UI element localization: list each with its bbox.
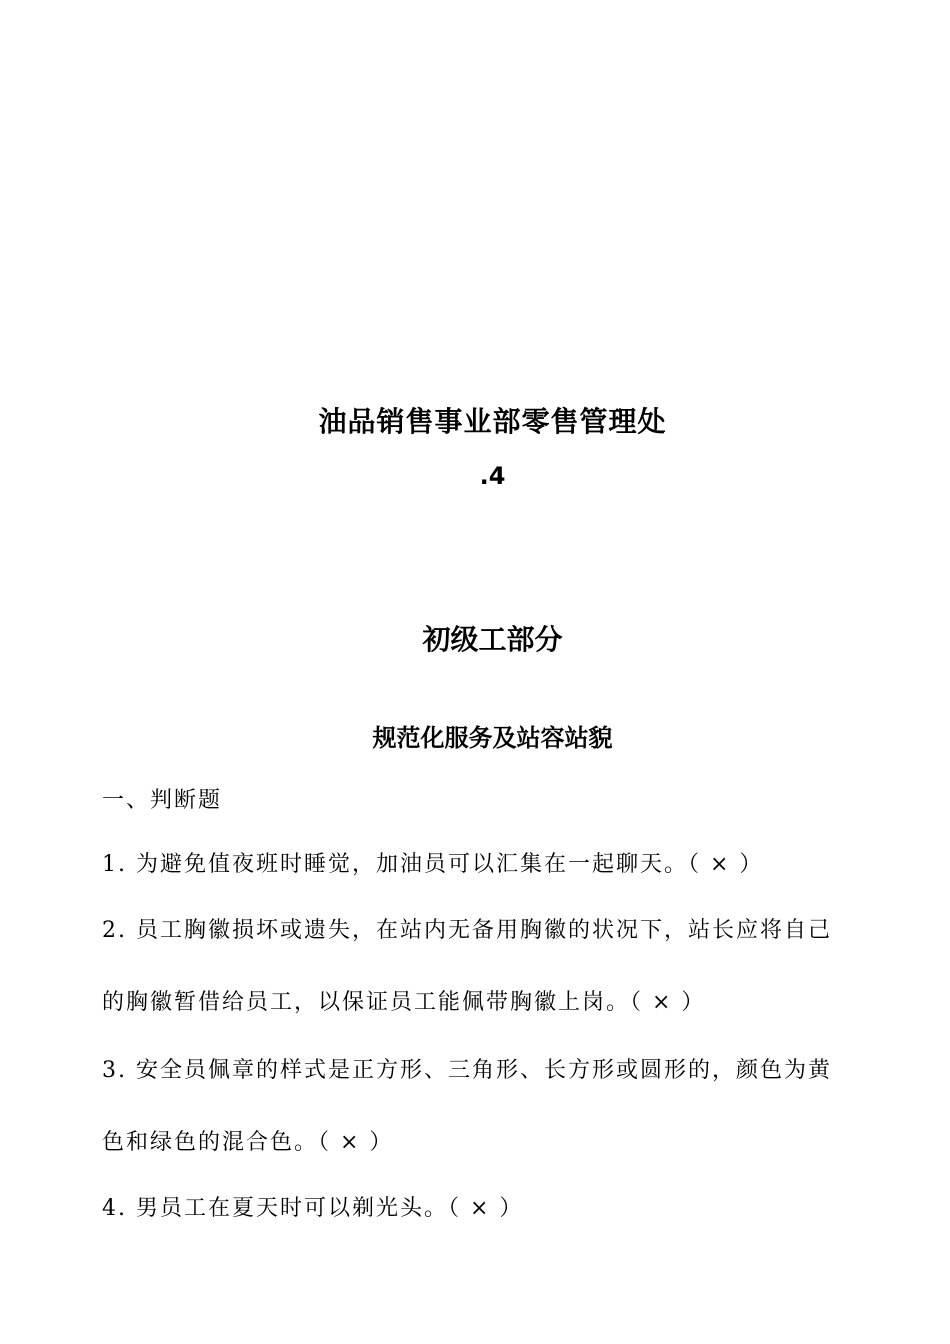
question-3-line-2: 色和绿色的混合色。（ × ） [102, 1130, 394, 1155]
question-1: 1. 为避免值夜班时睡觉，加油员可以汇集在一起聊天。（ × ） [102, 852, 764, 877]
question-2-line-2: 的胸徽暂借给员工，以保证员工能佩带胸徽上岗。（ × ） [102, 990, 706, 1015]
organization-title: 油品销售事业部零售管理处 [318, 405, 667, 438]
question-4: 4. 男员工在夏天时可以剃光头。（ × ） [102, 1196, 524, 1221]
section-subtitle: 规范化服务及站容站貌 [372, 723, 613, 752]
question-2-line-1: 2. 员工胸徽损坏或遗失，在站内无备用胸徽的状况下，站长应将自己 [102, 918, 832, 943]
question-type-heading: 一、判断题 [102, 788, 223, 813]
section-title: 初级工部分 [422, 623, 563, 656]
question-3-line-1: 3. 安全员佩章的样式是正方形、三角形、长方形或圆形的，颜色为黄 [102, 1058, 832, 1083]
document-code: .4 [479, 462, 506, 490]
